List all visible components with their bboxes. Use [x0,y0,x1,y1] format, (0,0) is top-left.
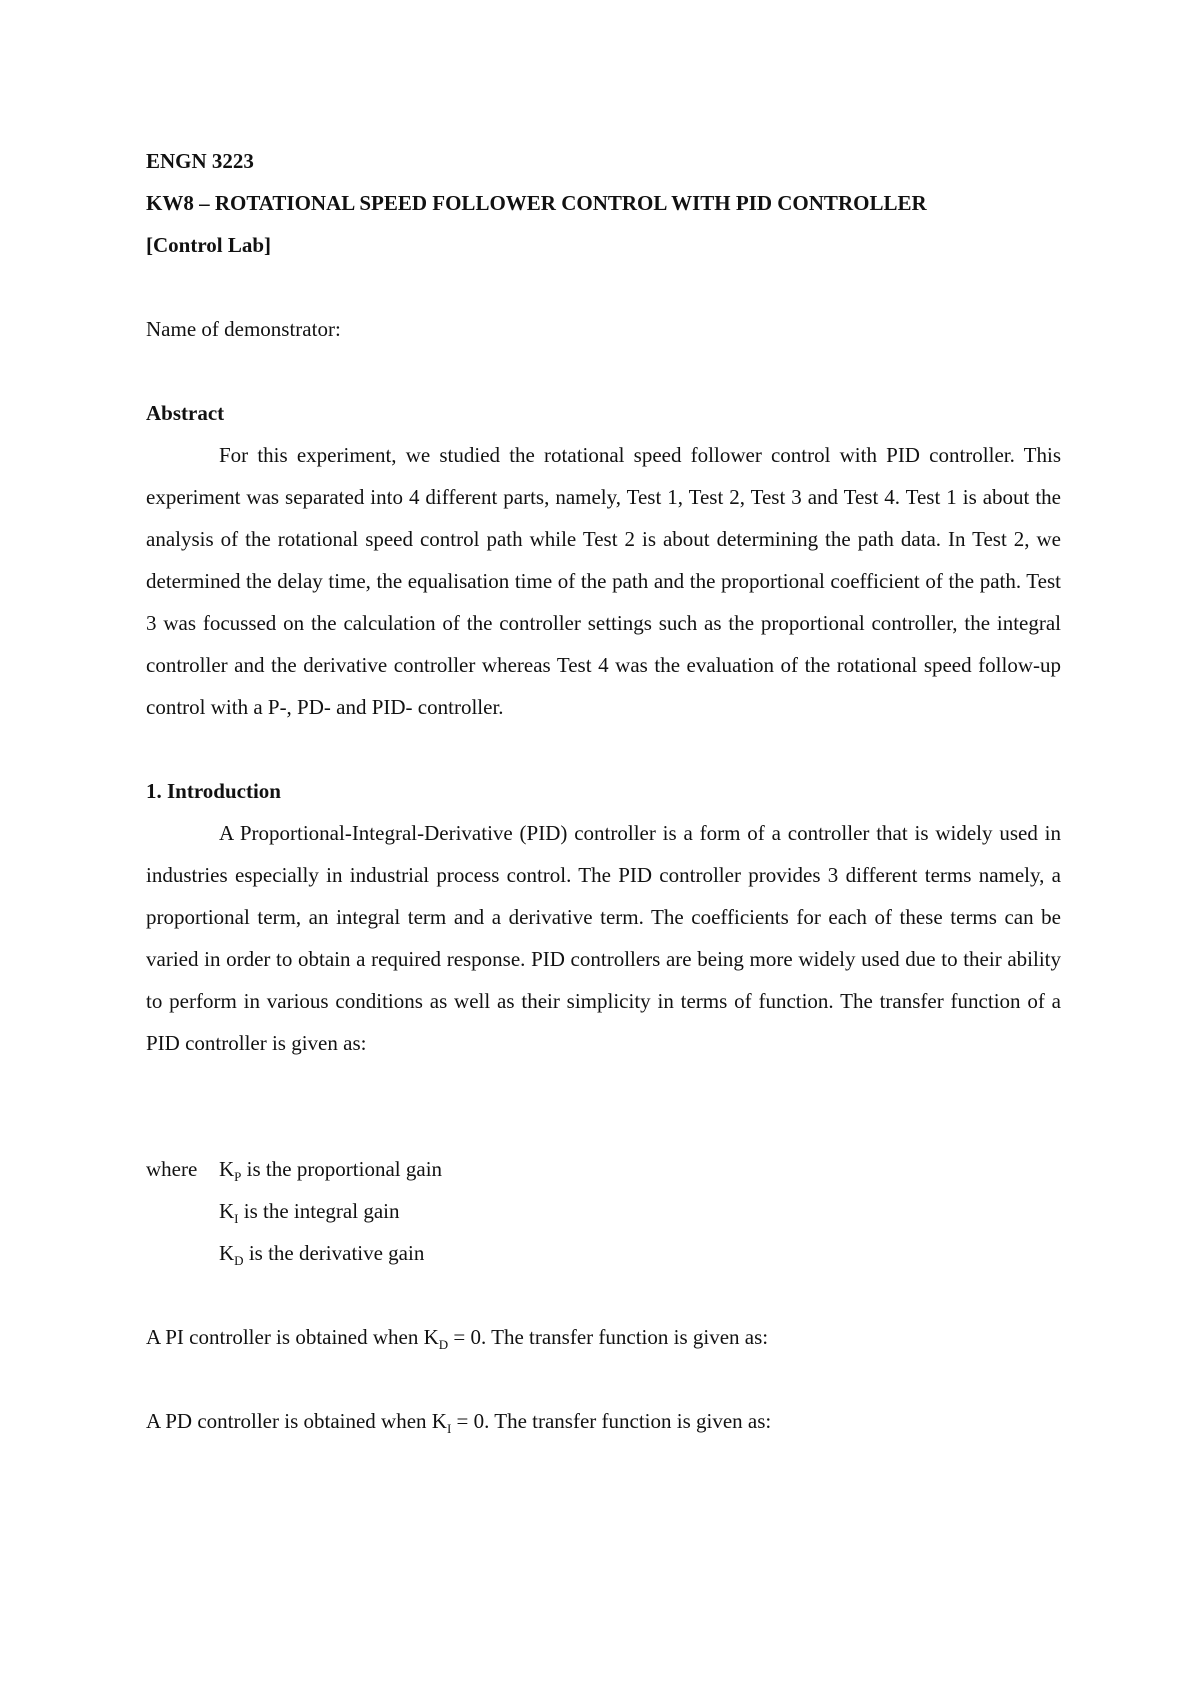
gain-definition-d: $K_D$ is the derivative gain [219,1241,425,1269]
document-title: KW8 – ROTATIONAL SPEED FOLLOWER CONTROL WITH PID CONTROLLER [146,191,927,215]
abstract-heading: Abstract [146,401,225,425]
demonstrator-label: Name of demonstrator: [146,317,341,341]
course-code: ENGN 3223 [146,149,254,173]
pi-controller-line: A PI controller is obtained when $K_D = 0$. The transfer function is given as: [146,1325,769,1353]
where-label: where [146,1157,198,1181]
lab-label: [Control Lab] [146,233,272,257]
pd-controller-line: A PD controller is obtained when $K_I = 0$. The transfer function is given as: [146,1409,772,1437]
introduction-body: A Proportional-Integral-Derivative (PID) controller is a form of a controller that is widely used in industries especially in industrial process control. The PID controller provides 3 different terms namely, a proportional term, an integral term and a derivative term. The coefficients for each of these terms can be varied in order to obtain a required response. PID controllers are being more widely used due to their ability to perform in various conditions as well as their simplicity in terms of function. The transfer function of a PID controller is given as: [146,821,1061,1055]
introduction-heading: 1. Introduction [146,779,281,803]
gain-definition-i: $K_I$ is the integral gain [219,1199,400,1227]
abstract-body: For this experiment, we studied the rotational speed follower control with PID controller. This experiment was separated into 4 different parts, namely, Test 1, Test 2, Test 3 and Test 4. Test 1 is about the analysis of the rotational speed control path while Test 2 is about determining the path data. In Test 2, we determined the delay time, the equalisation time of the path and the proportional coefficient of the path. Test 3 was focussed on the calculation of the controller settings such as the proportional controller, the integral controller and the derivative controller whereas Test 4 was the evaluation of the rotational speed follow-up control with a P-, PD- and PID- controller. [146,443,1061,719]
document-page [146,140,1061,1442]
gain-definition-p: where $K_P$ is the proportional gain [146,1148,1061,1190]
